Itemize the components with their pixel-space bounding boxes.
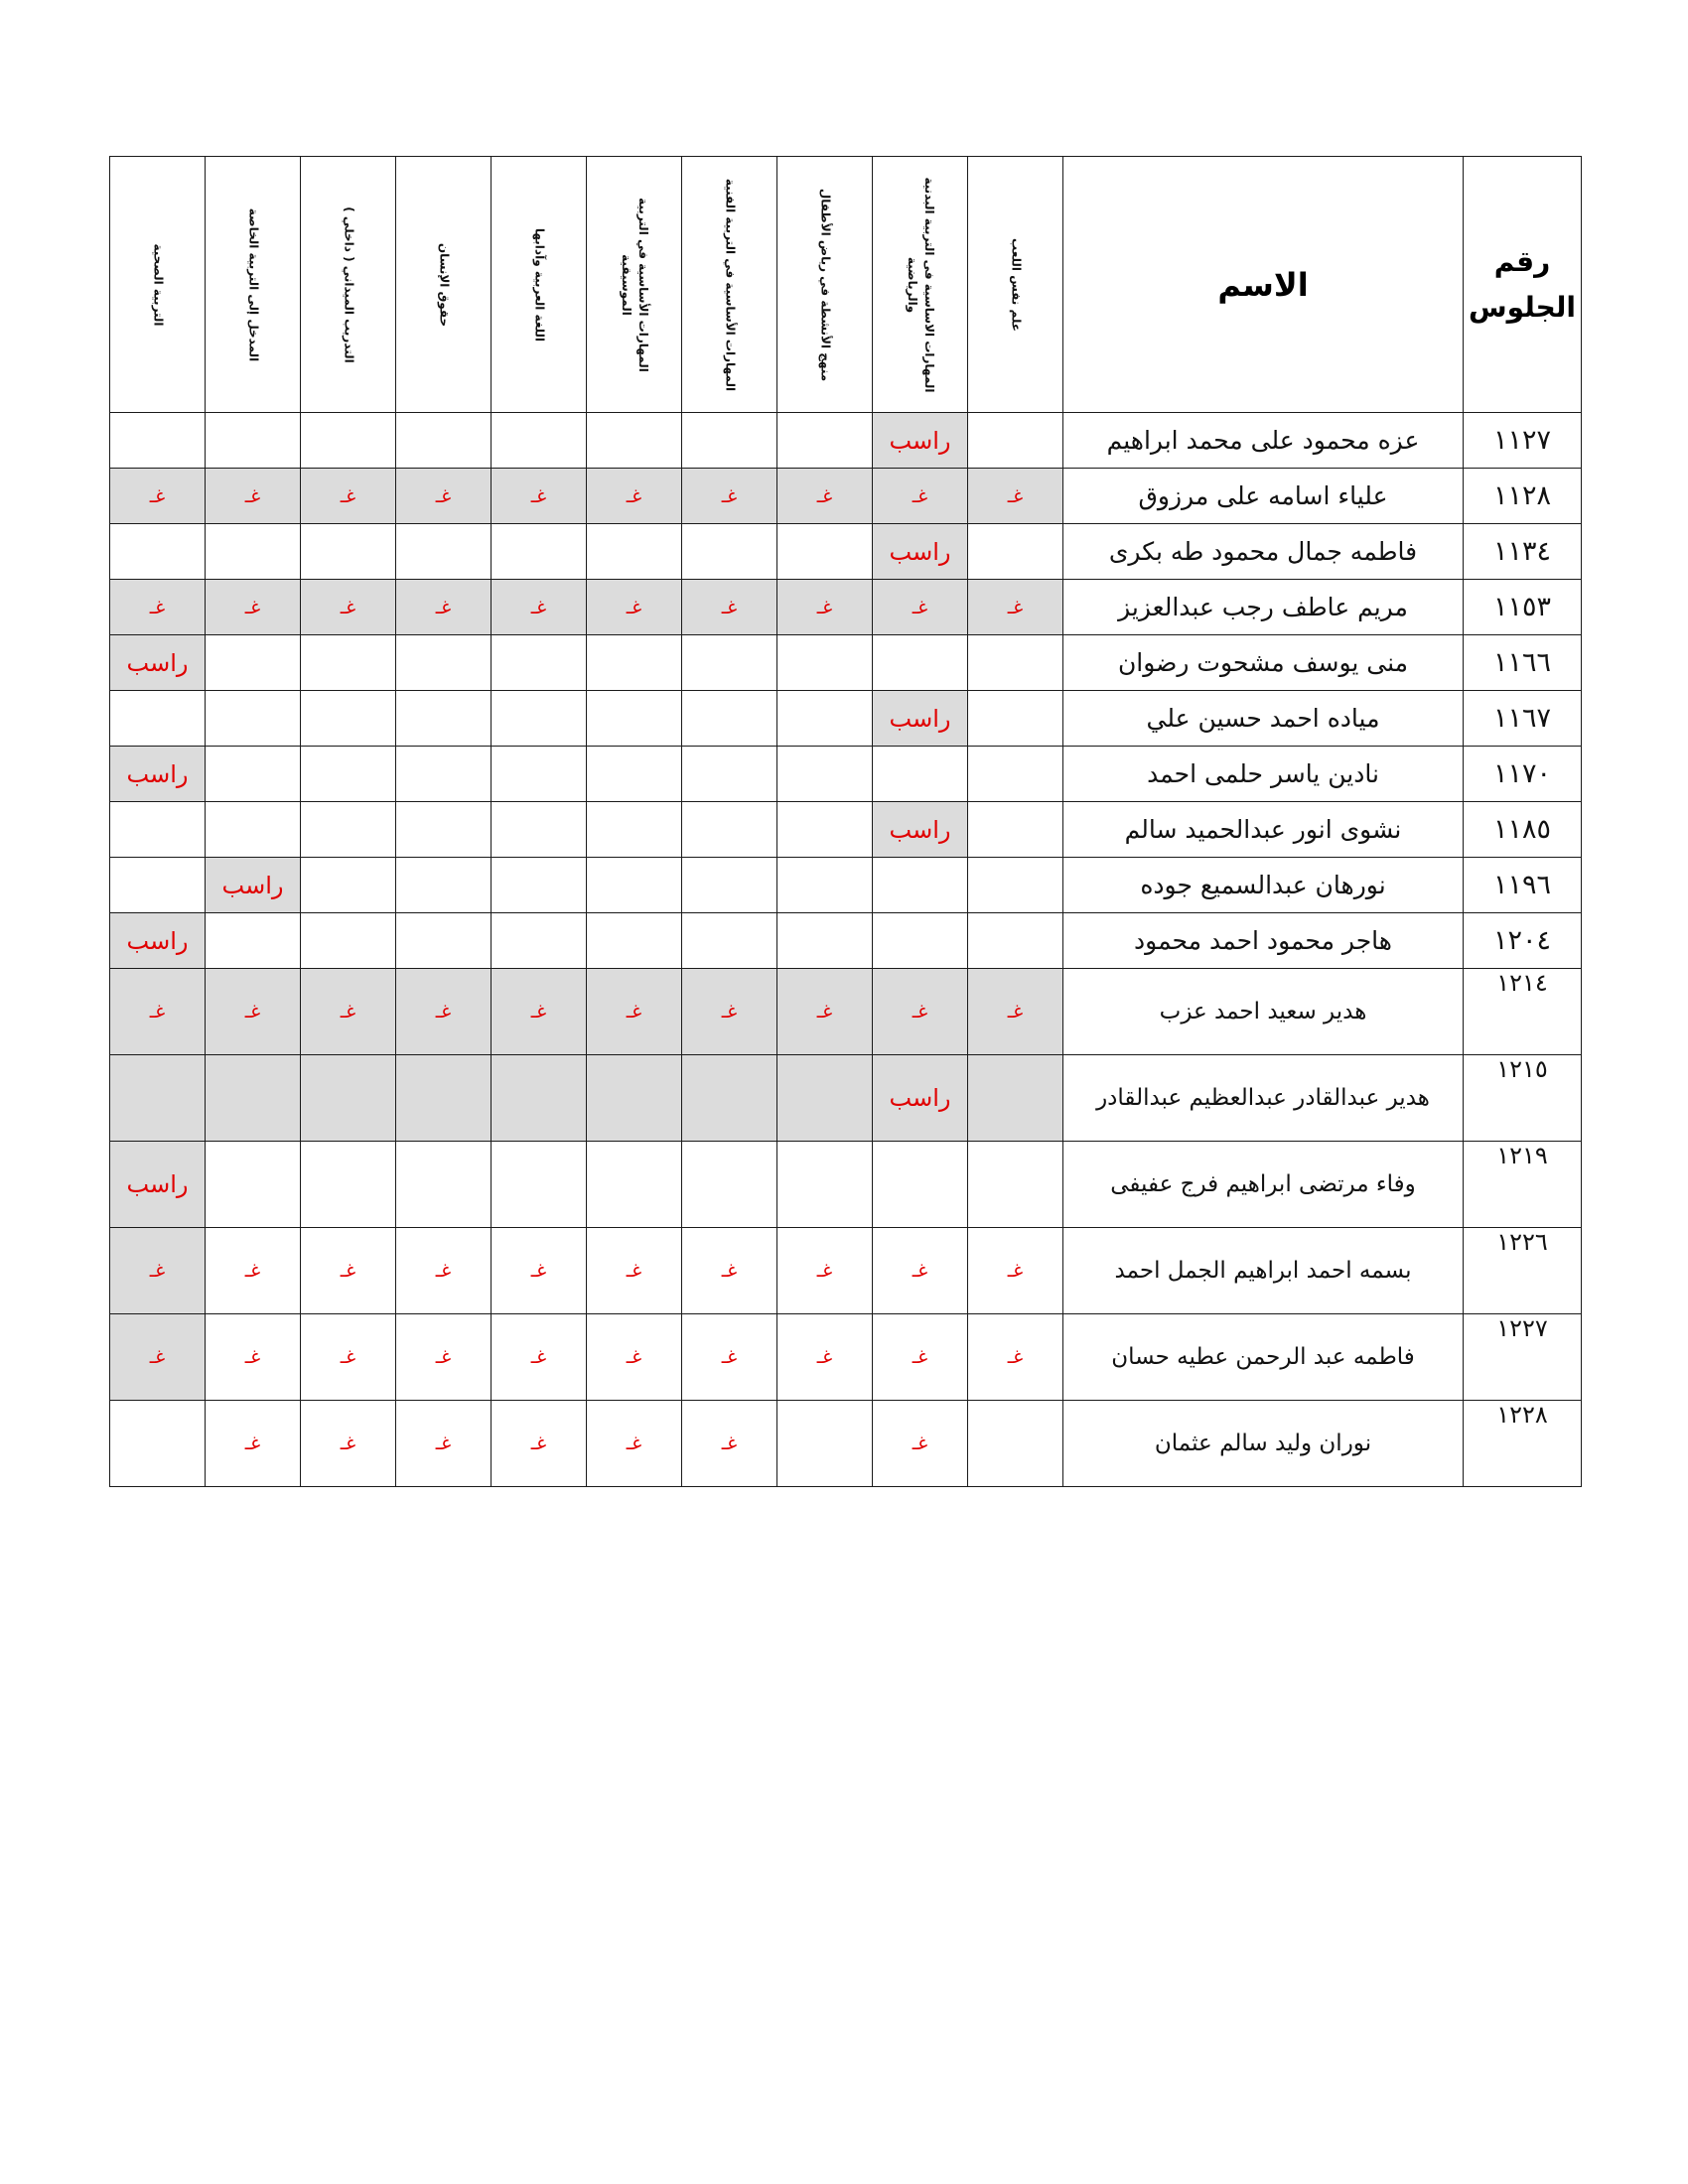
- grade-cell: [777, 802, 873, 858]
- grade-cell: غـ: [777, 1228, 873, 1314]
- grade-cell: [396, 691, 492, 747]
- grade-cell: [206, 413, 301, 469]
- grade-cell: [682, 413, 777, 469]
- grade-cell: [396, 635, 492, 691]
- student-row: [110, 1228, 1582, 1314]
- grade-cell: [682, 524, 777, 580]
- grade-cell: غـ: [110, 969, 206, 1055]
- grade-cell: [777, 524, 873, 580]
- subject-header-label: المهارات الاساسية فى التربية البدنية والرياضية: [905, 176, 936, 392]
- subject-header: [968, 157, 1063, 413]
- grade-cell: غـ: [587, 469, 682, 524]
- grade-cell: راسب: [873, 413, 968, 469]
- grade-cell: [968, 635, 1063, 691]
- student-name: هدير عبدالقادر عبدالعظيم عبدالقادر: [1063, 1055, 1464, 1142]
- grade-cell: غـ: [873, 469, 968, 524]
- grade-cell: راسب: [110, 1142, 206, 1228]
- grade-cell: [301, 524, 396, 580]
- grade-cell: [777, 413, 873, 469]
- subject-header-label: التدريب الميداني ( داخلي ): [342, 205, 355, 363]
- grade-cell: غـ: [968, 580, 1063, 635]
- student-name: عزه محمود على محمد ابراهيم: [1063, 413, 1464, 469]
- seat-number: ١٢١٥: [1464, 1055, 1582, 1142]
- grade-cell: غـ: [396, 1314, 492, 1401]
- grade-cell: [206, 635, 301, 691]
- student-name: نورهان عبدالسميع جوده: [1063, 858, 1464, 913]
- grade-cell: راسب: [110, 913, 206, 969]
- grade-cell: غـ: [110, 1228, 206, 1314]
- grade-cell: [492, 1055, 587, 1142]
- grade-cell: غـ: [682, 1401, 777, 1487]
- grade-cell: [301, 1055, 396, 1142]
- grade-cell: [968, 691, 1063, 747]
- grade-cell: غـ: [968, 469, 1063, 524]
- grade-cell: [587, 524, 682, 580]
- grade-cell: غـ: [873, 1314, 968, 1401]
- grade-cell: [873, 747, 968, 802]
- grade-cell: غـ: [682, 969, 777, 1055]
- grade-cell: [301, 802, 396, 858]
- grade-cell: [110, 858, 206, 913]
- subject-header: [206, 157, 301, 413]
- subject-header-label: المهارات الأساسية في التربية الموسيقية: [619, 197, 650, 372]
- grade-cell: غـ: [777, 1314, 873, 1401]
- grade-cell: غـ: [301, 1314, 396, 1401]
- grade-cell: راسب: [873, 1055, 968, 1142]
- subject-header: [492, 157, 587, 413]
- seat-number: ١٢٢٦: [1464, 1228, 1582, 1314]
- grade-cell: [110, 1055, 206, 1142]
- grade-cell: راسب: [873, 802, 968, 858]
- grade-cell: [777, 635, 873, 691]
- grade-cell: [492, 913, 587, 969]
- grade-cell: [587, 691, 682, 747]
- student-name: مياده احمد حسين علي: [1063, 691, 1464, 747]
- grade-cell: [682, 691, 777, 747]
- grade-cell: [301, 747, 396, 802]
- grade-cell: غـ: [301, 580, 396, 635]
- grade-cell: [492, 747, 587, 802]
- subject-header-label: منهج الأنشطة في رياض الأطفال: [818, 188, 832, 381]
- student-row: [110, 524, 1582, 580]
- seat-number: ١٢١٤: [1464, 969, 1582, 1055]
- grade-cell: [873, 858, 968, 913]
- grade-cell: راسب: [873, 524, 968, 580]
- grade-cell: غـ: [587, 969, 682, 1055]
- grade-cell: [492, 413, 587, 469]
- grade-cell: غـ: [492, 969, 587, 1055]
- subject-header-label: حقوق الإنسان: [437, 242, 451, 327]
- grade-cell: غـ: [206, 469, 301, 524]
- student-name: بسمه احمد ابراهيم الجمل احمد: [1063, 1228, 1464, 1314]
- grade-cell: غـ: [492, 580, 587, 635]
- seat-number: ١١٣٤: [1464, 524, 1582, 580]
- grade-cell: غـ: [682, 1228, 777, 1314]
- grade-cell: [206, 747, 301, 802]
- grade-cell: غـ: [110, 469, 206, 524]
- subject-header-label: التربية الصحية: [151, 242, 165, 327]
- grade-cell: غـ: [587, 1314, 682, 1401]
- grade-cell: [587, 858, 682, 913]
- student-row: [110, 469, 1582, 524]
- seat-number: ١١٢٧: [1464, 413, 1582, 469]
- subject-header: [396, 157, 492, 413]
- subject-header: [587, 157, 682, 413]
- grade-cell: [587, 1055, 682, 1142]
- student-row: [110, 802, 1582, 858]
- grade-cell: [396, 413, 492, 469]
- grade-cell: [968, 802, 1063, 858]
- grade-cell: راسب: [110, 747, 206, 802]
- student-name: هدير سعيد احمد عزب: [1063, 969, 1464, 1055]
- grade-cell: [682, 635, 777, 691]
- grade-cell: غـ: [492, 1314, 587, 1401]
- grade-cell: [873, 635, 968, 691]
- grade-cell: غـ: [873, 580, 968, 635]
- grade-cell: غـ: [777, 580, 873, 635]
- subject-header-label: علم نفس اللعب: [1009, 237, 1023, 332]
- student-name: فاطمه عبد الرحمن عطيه حسان: [1063, 1314, 1464, 1401]
- grade-cell: [873, 1142, 968, 1228]
- student-row: [110, 1142, 1582, 1228]
- student-name: وفاء مرتضى ابراهيم فرج عفيفى: [1063, 1142, 1464, 1228]
- grade-cell: [777, 913, 873, 969]
- grade-cell: غـ: [968, 969, 1063, 1055]
- seat-number: ١٢٢٨: [1464, 1401, 1582, 1487]
- student-row: [110, 1401, 1582, 1487]
- grade-cell: غـ: [682, 469, 777, 524]
- grade-cell: غـ: [396, 580, 492, 635]
- subject-header: [110, 157, 206, 413]
- grade-cell: [968, 1055, 1063, 1142]
- results-table: [109, 156, 1582, 1487]
- grade-cell: [206, 524, 301, 580]
- seat-number: ١١٦٦: [1464, 635, 1582, 691]
- grade-cell: [492, 635, 587, 691]
- grade-cell: غـ: [682, 1314, 777, 1401]
- grade-cell: [968, 1142, 1063, 1228]
- header-row: [110, 157, 1582, 413]
- subject-header: [873, 157, 968, 413]
- grade-cell: [682, 747, 777, 802]
- student-row: [110, 858, 1582, 913]
- grade-cell: غـ: [110, 1314, 206, 1401]
- subject-header: [301, 157, 396, 413]
- student-row: [110, 691, 1582, 747]
- grade-cell: [777, 1401, 873, 1487]
- grade-cell: غـ: [777, 469, 873, 524]
- grade-cell: [206, 913, 301, 969]
- grade-cell: [777, 747, 873, 802]
- grade-cell: غـ: [968, 1314, 1063, 1401]
- subject-header-label: اللغة العربية وآدابها: [532, 227, 546, 341]
- grade-cell: غـ: [492, 1401, 587, 1487]
- grade-cell: [396, 913, 492, 969]
- grade-cell: غـ: [396, 969, 492, 1055]
- grade-cell: [682, 1055, 777, 1142]
- grade-cell: غـ: [206, 1401, 301, 1487]
- grade-cell: [682, 858, 777, 913]
- grade-cell: [682, 1142, 777, 1228]
- grade-cell: [682, 913, 777, 969]
- seat-number: ١١٥٣: [1464, 580, 1582, 635]
- grade-cell: [110, 802, 206, 858]
- subject-header-label: المدخل إلى التربية الخاصة: [246, 207, 260, 361]
- seat-number: ١١٩٦: [1464, 858, 1582, 913]
- grade-cell: [396, 1142, 492, 1228]
- seat-number: ١٢٠٤: [1464, 913, 1582, 969]
- grade-cell: [587, 913, 682, 969]
- grade-cell: غـ: [873, 1228, 968, 1314]
- grade-cell: غـ: [777, 969, 873, 1055]
- grade-cell: غـ: [492, 1228, 587, 1314]
- grade-cell: غـ: [301, 969, 396, 1055]
- student-row: [110, 1055, 1582, 1142]
- grade-cell: [968, 1401, 1063, 1487]
- grade-cell: [492, 858, 587, 913]
- grade-cell: [206, 802, 301, 858]
- name-header: الاسم: [1063, 157, 1464, 413]
- grade-cell: [492, 802, 587, 858]
- grade-cell: [301, 858, 396, 913]
- grade-cell: راسب: [110, 635, 206, 691]
- grade-cell: [777, 691, 873, 747]
- student-name: نوران وليد سالم عثمان: [1063, 1401, 1464, 1487]
- grade-cell: [396, 858, 492, 913]
- grade-cell: [587, 802, 682, 858]
- grade-cell: غـ: [301, 1401, 396, 1487]
- subject-header: [682, 157, 777, 413]
- grade-cell: [968, 913, 1063, 969]
- grade-cell: [777, 1055, 873, 1142]
- grade-cell: غـ: [873, 1401, 968, 1487]
- grade-cell: غـ: [587, 1401, 682, 1487]
- seat-number: ١٢٢٧: [1464, 1314, 1582, 1401]
- grade-cell: [587, 635, 682, 691]
- grade-cell: [492, 524, 587, 580]
- grade-cell: [396, 524, 492, 580]
- grade-cell: [777, 1142, 873, 1228]
- grade-cell: غـ: [206, 969, 301, 1055]
- seat-number: ١١٦٧: [1464, 691, 1582, 747]
- seat-number: ١٢١٩: [1464, 1142, 1582, 1228]
- grade-cell: غـ: [206, 1228, 301, 1314]
- seat-number: ١١٨٥: [1464, 802, 1582, 858]
- grade-cell: غـ: [396, 469, 492, 524]
- student-name: مريم عاطف رجب عبدالعزيز: [1063, 580, 1464, 635]
- grade-cell: [587, 413, 682, 469]
- grade-cell: [301, 635, 396, 691]
- grade-cell: راسب: [206, 858, 301, 913]
- grade-cell: غـ: [396, 1228, 492, 1314]
- grade-cell: [968, 747, 1063, 802]
- seat-number: ١١٢٨: [1464, 469, 1582, 524]
- subject-header: [777, 157, 873, 413]
- grade-cell: [587, 1142, 682, 1228]
- grade-cell: غـ: [206, 580, 301, 635]
- student-name: علياء اسامه على مرزوق: [1063, 469, 1464, 524]
- grade-cell: غـ: [492, 469, 587, 524]
- grade-cell: غـ: [587, 580, 682, 635]
- grade-cell: [110, 691, 206, 747]
- student-row: [110, 635, 1582, 691]
- student-name: فاطمه جمال محمود طه بكرى: [1063, 524, 1464, 580]
- grade-cell: [492, 1142, 587, 1228]
- seat-number-header: رقم الجلوس: [1464, 157, 1582, 413]
- student-row: [110, 413, 1582, 469]
- student-row: [110, 747, 1582, 802]
- student-name: منى يوسف مشحوت رضوان: [1063, 635, 1464, 691]
- grade-cell: [206, 1055, 301, 1142]
- grade-cell: غـ: [110, 580, 206, 635]
- grade-cell: [206, 1142, 301, 1228]
- grade-cell: [301, 913, 396, 969]
- grade-cell: [301, 413, 396, 469]
- grade-cell: [396, 1055, 492, 1142]
- student-row: [110, 1314, 1582, 1401]
- grade-cell: [110, 413, 206, 469]
- student-name: هاجر محمود احمد محمود: [1063, 913, 1464, 969]
- grade-cell: غـ: [396, 1401, 492, 1487]
- grade-cell: غـ: [682, 580, 777, 635]
- grade-cell: [682, 802, 777, 858]
- grade-cell: غـ: [301, 1228, 396, 1314]
- grade-cell: [396, 747, 492, 802]
- student-row: [110, 913, 1582, 969]
- grade-cell: راسب: [873, 691, 968, 747]
- grade-cell: [777, 858, 873, 913]
- grade-cell: [968, 524, 1063, 580]
- results-body: [110, 413, 1582, 1487]
- grade-cell: [968, 858, 1063, 913]
- grade-cell: غـ: [873, 969, 968, 1055]
- grade-cell: [206, 691, 301, 747]
- grade-cell: [396, 802, 492, 858]
- grade-cell: [492, 691, 587, 747]
- grade-cell: [968, 413, 1063, 469]
- grade-cell: [301, 691, 396, 747]
- grade-cell: [587, 747, 682, 802]
- student-name: نشوى انور عبدالحميد سالم: [1063, 802, 1464, 858]
- grade-cell: [110, 524, 206, 580]
- seat-number: ١١٧٠: [1464, 747, 1582, 802]
- student-row: [110, 969, 1582, 1055]
- subject-header-label: المهارات الأساسية في التربية الفنية: [723, 178, 737, 391]
- grade-cell: غـ: [968, 1228, 1063, 1314]
- grade-cell: غـ: [301, 469, 396, 524]
- student-name: نادين ياسر حلمى احمد: [1063, 747, 1464, 802]
- grade-cell: [110, 1401, 206, 1487]
- grade-cell: غـ: [587, 1228, 682, 1314]
- grade-cell: غـ: [206, 1314, 301, 1401]
- grade-cell: [301, 1142, 396, 1228]
- student-row: [110, 580, 1582, 635]
- grade-cell: [873, 913, 968, 969]
